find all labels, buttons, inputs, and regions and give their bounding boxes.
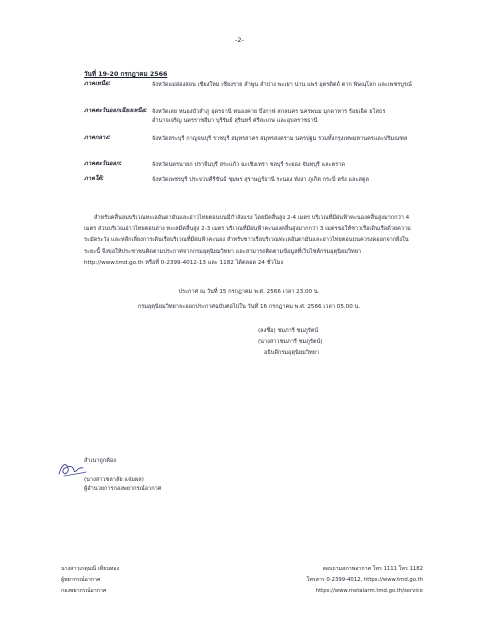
region-provinces: จังหวัดเพชรบุรี ประจวบคีรีขันธ์ ชุมพร สุราษฎร์ธานี ระนอง พังงา ภูเก็ต กระบี่ ตรัง และสตูล <box>152 177 369 183</box>
region-provinces: จังหวัดสระบุรี กาญจนบุรี ราชบุรี สมุทรสาคร สมุทรสงคราม นครปฐม รวมทั้งกรุงเทพมหานครและปริมณฑล <box>152 136 408 142</box>
footer-left-line: ผู้พยากรณ์อากาศ <box>61 577 101 583</box>
region-name: ภาคกลาง: <box>84 135 111 141</box>
footer-right-line: สอบถามสภาพอากาศ โทร 1111 โทร 1182 <box>322 566 423 572</box>
signer-name: (นางสาวชมภารี ชมภูรัตน์) <box>258 339 323 346</box>
region-provinces: จังหวัดเลย หนองบัวลำภู อุดรธานี หนองคาย บึงกาฬ สกลนคร นครพนม มุกดาหาร ร้อยเอ็ด ยโสธร อำนาจเจริญ นครราชสีมา บุรีรัมย์ สุรินทร์ ศรีสะเกษ และอุบลราชธานี <box>152 109 386 124</box>
certified-copy-block <box>84 457 161 495</box>
footer-right-line: https://www.metalarm.tmd.go.th/service <box>315 588 423 594</box>
page-number: -2- <box>235 36 244 44</box>
region-provinces: จังหวัดแม่ฮ่องสอน เชียงใหม่ เชียงราย ลำพูน ลำปาง พะเยา น่าน แพร่ อุตรดิตถ์ ตาก พิษณุโลก และเพชรบูรณ์ <box>152 82 412 88</box>
region-provinces: จังหวัดนครนายก ปราจีนบุรี สระแก้ว ฉะเชิงเทรา ชลบุรี ระยอง จันทบุรี และตราด <box>152 162 345 168</box>
next-issue-line: กรมอุตุนิยมวิทยาจะออกประกาศฉบับต่อไปใน วันที่ 16 กรกฎาคม พ.ศ. 2566 เวลา 05.00 น. <box>137 304 361 310</box>
region-name: ภาคตะวันออกเฉียงเหนือ: <box>84 108 148 114</box>
footer-left-line: กองพยากรณ์อากาศ <box>61 588 107 594</box>
certified-copy-label: สำเนาถูกต้อง <box>84 458 116 464</box>
footer-right-line: โทรสาร 0-2399-4012, https://www.tmd.go.th <box>306 577 423 583</box>
region-name: ภาคเหนือ: <box>84 81 111 87</box>
signed-line: (ลงชื่อ) ชมภารี ชมภูรัตน์ <box>258 328 319 334</box>
signature-block <box>258 326 322 360</box>
region-name: ภาคใต้: <box>84 176 104 182</box>
signer-position: อธิบดีกรมอุตุนิยมวิทยา <box>264 350 320 357</box>
date-heading: วันที่ 19-20 กรกฎาคม 2566 <box>84 71 168 78</box>
region-name: ภาคตะวันออก: <box>84 161 122 167</box>
footer-contact-right <box>306 564 423 597</box>
certifier-name: (นางสาวชลาลัย แจ่มผล) <box>84 476 144 483</box>
announced-line: ประกาศ ณ วันที่ 15 กรกฎาคม พ.ศ. 2566 เวลา 23.00 น. <box>178 289 320 295</box>
advisory-paragraph: สำหรับคลื่นลมบริเวณทะเลอันดามันและอ่าวไทยตอนบนมีกำลังแรง โดยมีคลื่นสูง 2-4 เมตร บริเวณที่มีฝนฟ้าคะนองคลื่นสูงมากกว่า 4 เมตร ส่วนบริเวณอ่าวไทยตอนล่าง ทะเลมีคลื่นสูง 2-3 เมตร บริเวณที่มีฝนฟ้าคะนองคลื่นสูงมากกว่า 3 เมตรขอให้ชาวเรือเดินเรือด้วยความระมัดระวัง และหลีกเลี่ยงการเดินเรือบริเวณที่มีฝนฟ้าคะนอง สำหรับชาวเรือบริเวณทะเลอันดามันและอ่าวไทยตอนบนควรงดออกจากฝั่งในระยะนี้ จึงขอให้ประชาชนติดตามประกาศจากกรมอุตุนิยมวิทยา และสามารถติดตามข้อมูลที่เว็บไซต์กรมอุตุนิยมวิทยา http://www.tmd.go.th หรือที่ 0-2399-4012-13 และ 1182 ได้ตลอด 24 ชั่วโมง <box>84 215 411 266</box>
footer-contact-left <box>61 564 119 597</box>
certifier-position: ผู้อำนวยการกองพยากรณ์อากาศ <box>84 486 162 493</box>
footer-left-line: นางสาวเกตุมณี เทียนทอง <box>61 566 120 572</box>
